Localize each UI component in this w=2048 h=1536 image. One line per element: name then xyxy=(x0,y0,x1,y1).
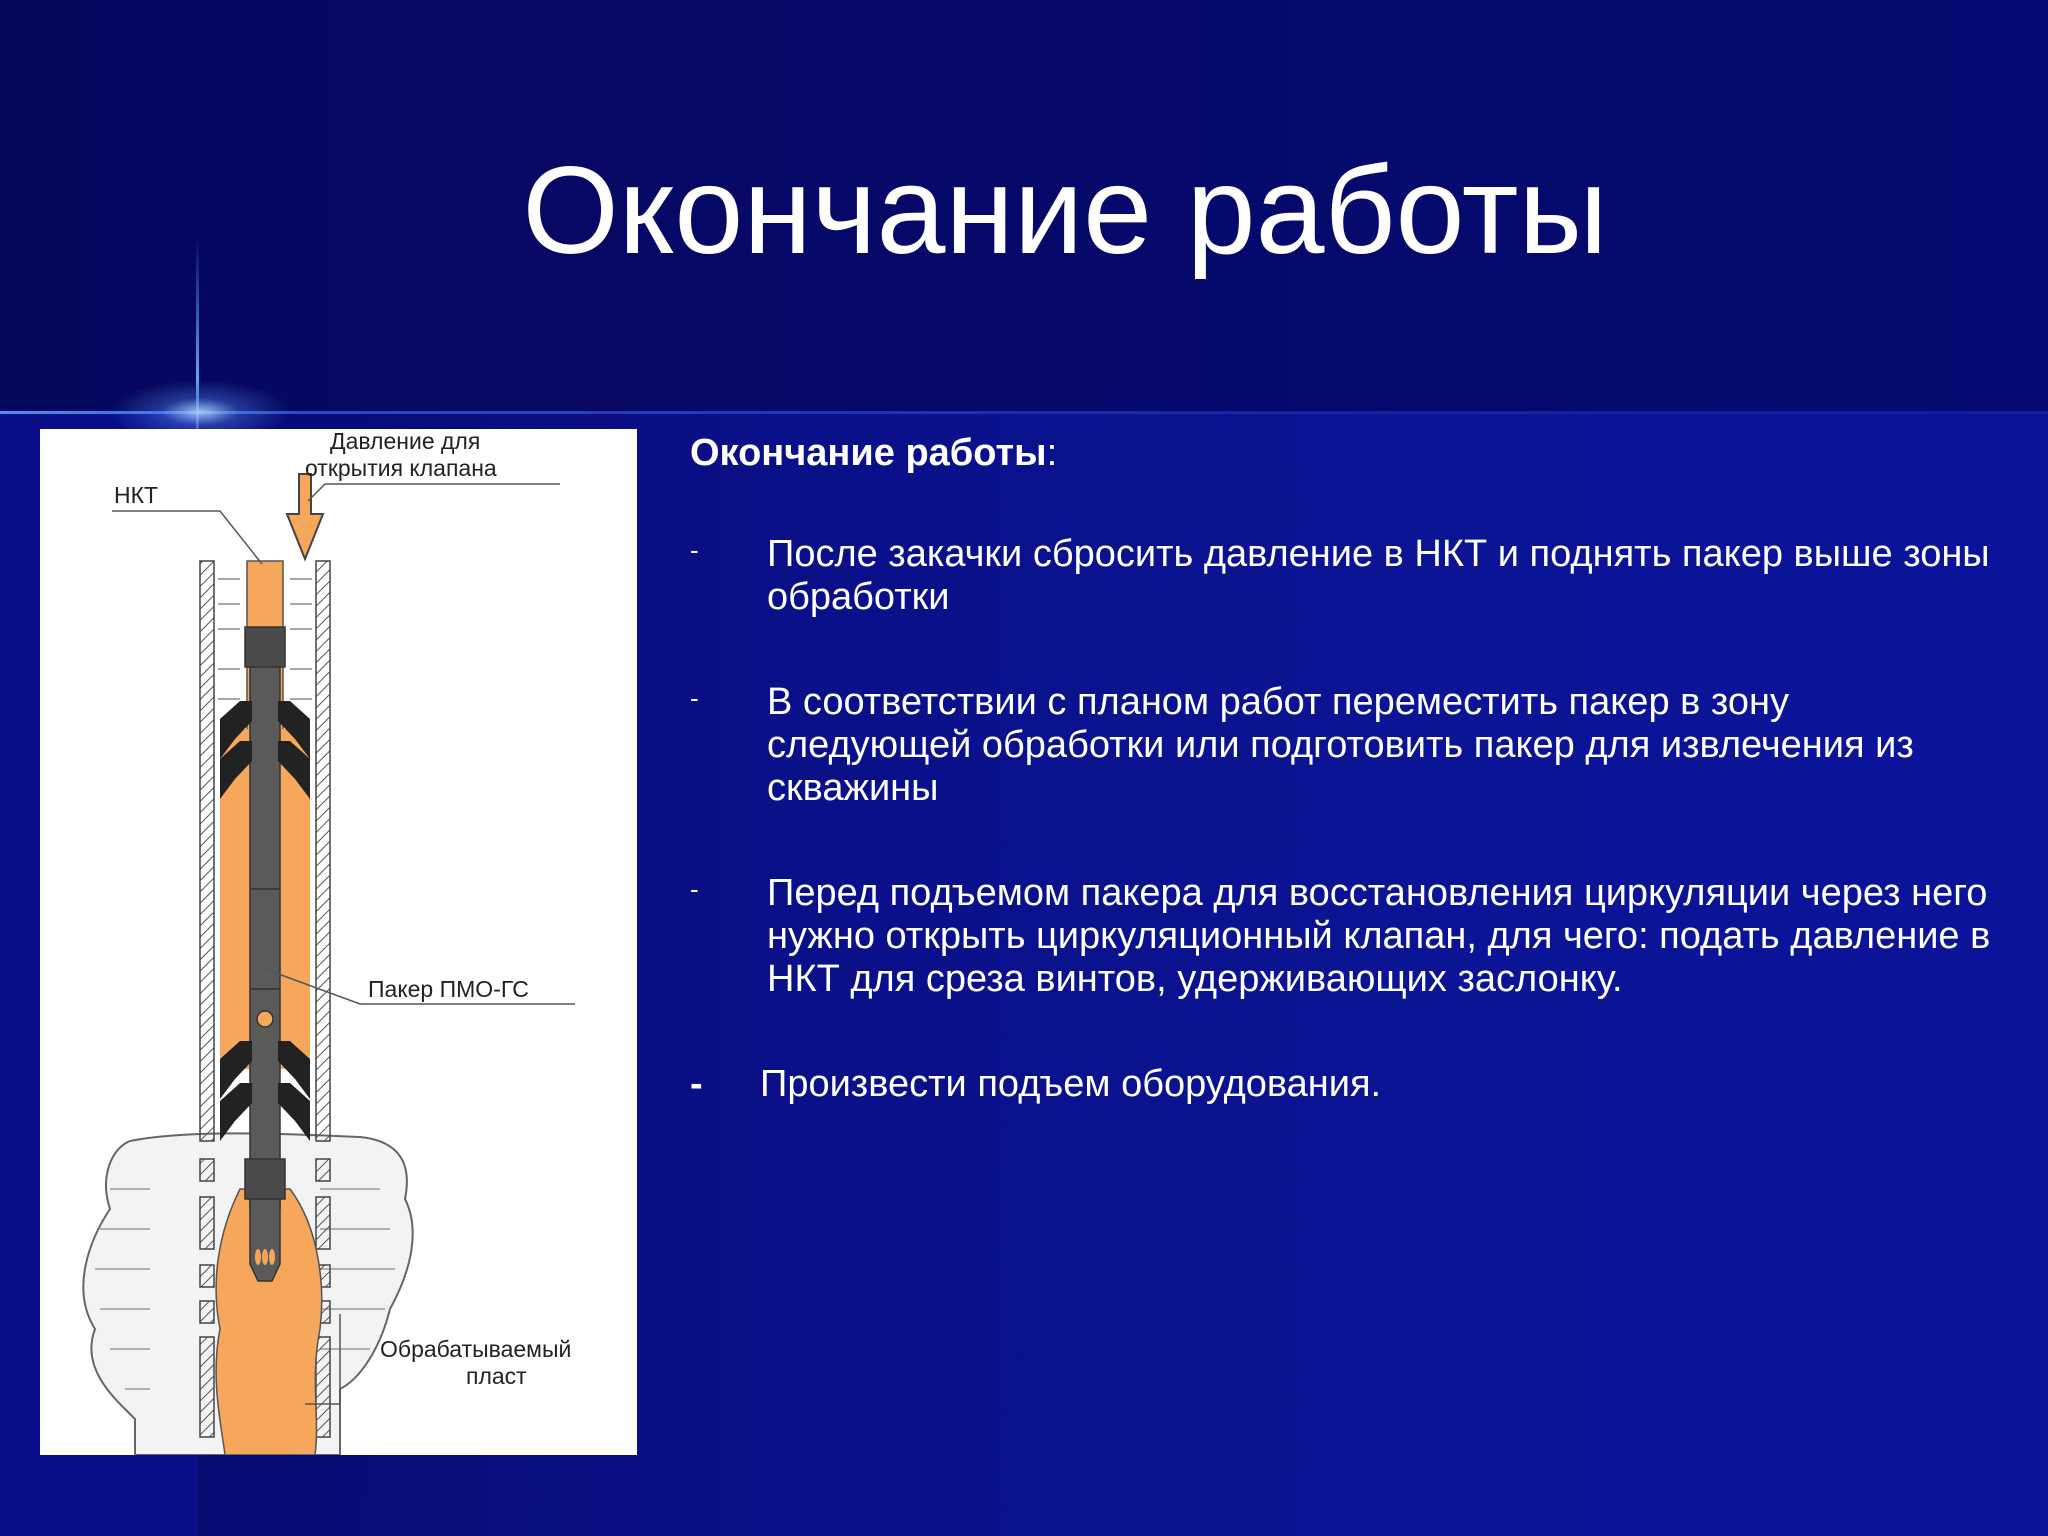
list-dash: - xyxy=(690,1063,703,1105)
list-item-text: В соответствии с планом работ переместить пакер в зону следующей обработки или подготовить пакер для извлечения из скважины xyxy=(767,681,1914,809)
list-dash: - xyxy=(690,535,699,565)
decorative-horizontal-line xyxy=(0,411,2048,414)
content-heading xyxy=(690,432,2000,475)
list-item-text: Перед подъемом пакера для восстановления циркуляции через него нужно открыть циркуляционный клапан, для чего: подать давление в НКТ для среза винтов, удерживающих заслонку. xyxy=(767,872,1991,1000)
label-pressure-line1: Давление для xyxy=(330,429,481,454)
content-heading-colon: : xyxy=(1046,432,1058,474)
label-pressure-line2: открытия клапана xyxy=(305,455,497,481)
pressure-arrow-icon xyxy=(287,474,323,559)
packer-nozzle xyxy=(250,1199,280,1281)
label-formation-line1: Обрабатываемый xyxy=(380,1336,572,1362)
packer-bottom-coupling xyxy=(245,1159,285,1199)
casing-right-wall xyxy=(316,561,330,1141)
list-item xyxy=(690,533,2000,619)
packer-diagram xyxy=(40,429,637,1455)
list-dash: - xyxy=(690,874,699,904)
list-item xyxy=(690,872,2000,1001)
content-block xyxy=(690,432,2000,1168)
list-item-text: После закачки сбросить давление в НКТ и поднять пакер выше зоны обработки xyxy=(767,533,1990,618)
content-heading-text: Окончание работы xyxy=(690,432,1047,474)
label-nkt: НКТ xyxy=(114,482,159,508)
packer-mandrel xyxy=(250,629,280,1209)
circulation-valve-port-icon xyxy=(257,1011,273,1027)
list-item xyxy=(690,1063,2000,1106)
slide-title: Окончание работы xyxy=(522,142,1608,280)
label-packer: Пакер ПМО-ГС xyxy=(368,976,529,1002)
list-item xyxy=(690,681,2000,810)
label-formation-line2: пласт xyxy=(466,1363,527,1389)
list-item-text: Произвести подъем оборудования. xyxy=(760,1063,1382,1105)
packer-top-coupling xyxy=(245,627,285,667)
casing-left-wall xyxy=(200,561,214,1141)
list-dash: - xyxy=(690,683,699,713)
